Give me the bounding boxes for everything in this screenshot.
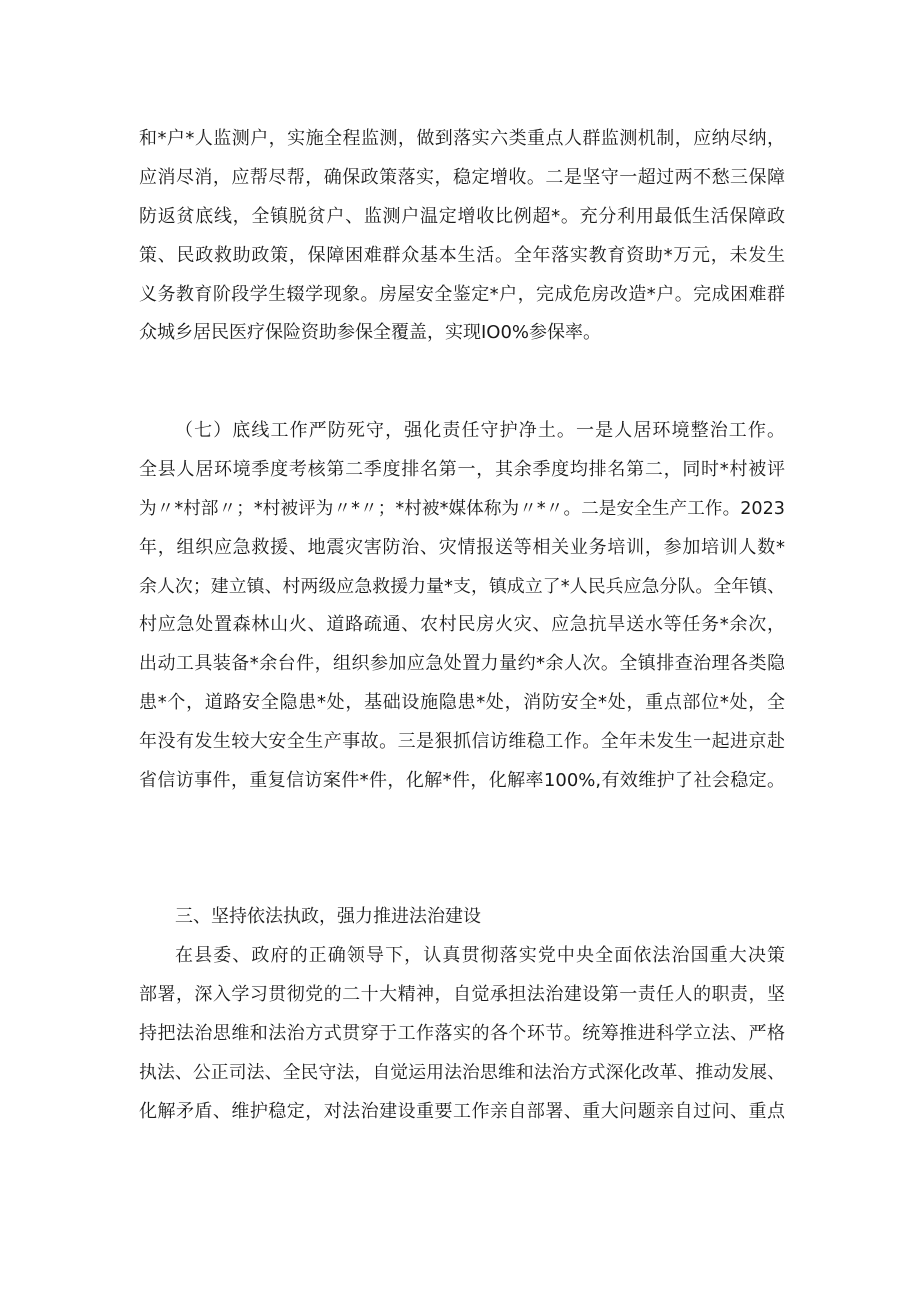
text-line: 省信访事件，重复信访案件*件，化解*件，化解率100%,有效维护了社会稳定。 (139, 770, 785, 792)
section-heading (139, 898, 785, 937)
text-line: 患*个，道路安全隐患*处，基础设施隐患*处，消防安全*处，重点部位*处，全 (139, 692, 785, 714)
paragraph-rule-of-law (139, 937, 785, 1131)
paragraph-bottom-line-work (139, 412, 785, 801)
text-line: （七）底线工作严防死守，强化责任守护净土。一是人居环境整治工作。 (175, 420, 785, 441)
text-line: 部署，深入学习贯彻党的二十大精神，自觉承担法治建设第一责任人的职责，坚 (139, 983, 785, 1005)
text-line: 义务教育阶段学生辍学现象。房屋安全鉴定*户，完成危房改造*户。完成困难群 (139, 283, 785, 305)
text-line: 余人次；建立镇、村两级应急救援力量*支，镇成立了*人民兵应急分队。全年镇、 (139, 575, 785, 597)
text-line: 众城乡居民医疗保险资助参保全覆盖，实现IO0%参保率。 (139, 322, 602, 344)
section-heading-text: 三、坚持依法执政，强力推进法治建设 (175, 906, 481, 927)
text-line: 策、民政救助政策，保障困难群众基本生活。全年落实教育资助*万元，未发生 (139, 244, 785, 266)
paragraph-poverty-monitoring (139, 120, 785, 353)
text-line: 为〃*村部〃；*村被评为〃*〃；*村被*媒体称为〃*〃。二是安全生产工作。2023 (139, 498, 785, 519)
text-line: 防返贫底线，全镇脱贫户、监测户温定增收比例超*。充分利用最低生活保障政 (139, 205, 785, 227)
text-line: 应消尽消，应帮尽帮，确保政策落实，稳定增收。二是坚守一超过两不愁三保障 (139, 166, 785, 188)
text-line: 执法、公正司法、全民守法，自觉运用法治思维和法治方式深化改革、推动发展、 (139, 1061, 785, 1083)
text-line: 出动工具装备*余台件，组织参加应急处置力量约*余人次。全镇排查治理各类隐 (139, 653, 785, 675)
text-line: 年，组织应急救援、地震灾害防治、灾情报送等相关业务培训，参加培训人数* (139, 536, 785, 558)
text-line: 全县人居环境季度考核第二季度排名第一，其余季度均排名第二，同时*村被评 (139, 458, 785, 480)
text-line: 年没有发生较大安全生产事故。三是狠抓信访维稳工作。全年未发生一起进京赴 (139, 731, 785, 753)
text-line: 和*户*人监测户，实施全程监测，做到落实六类重点人群监测机制，应纳尽纳， (139, 128, 785, 149)
text-line: 在县委、政府的正确领导下，认真贯彻落实党中央全面依法治国重大决策 (175, 945, 785, 966)
text-line: 村应急处置森林山火、道路疏通、农村民房火灾、应急抗旱送水等任务*余次， (139, 614, 785, 636)
text-line: 化解矛盾、维护稳定，对法治建设重要工作亲自部署、重大问题亲自过问、重点 (139, 1100, 785, 1122)
text-line: 持把法治思维和法治方式贯穿于工作落实的各个环节。统筹推进科学立法、严格 (139, 1022, 785, 1044)
